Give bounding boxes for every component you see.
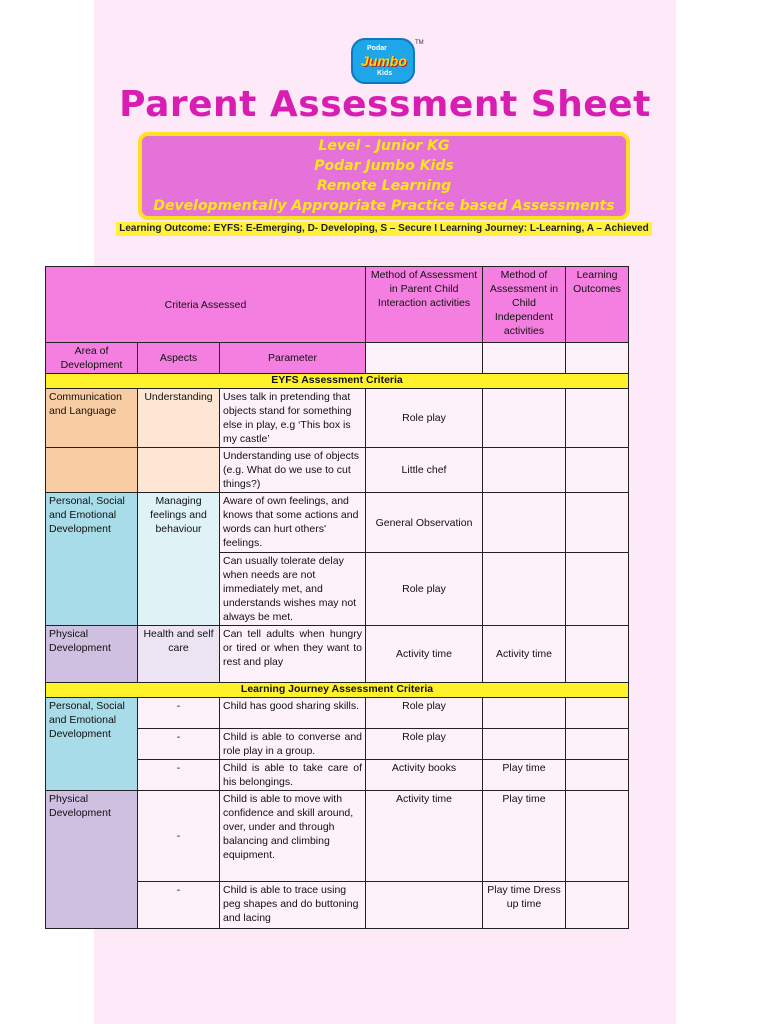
area-cell [46,448,138,493]
child-method-cell: Play time [483,760,566,791]
outcome-cell[interactable] [566,729,629,760]
banner-school: Podar Jumbo Kids [314,158,454,174]
header-learning-outcomes: Learning Outcomes [566,267,629,343]
parent-method-cell: Role play [366,698,483,729]
child-method-cell: Play time [483,791,566,882]
parent-method-cell: Activity time [366,791,483,882]
child-method-cell [483,448,566,493]
parent-method-cell: Activity time [366,626,483,683]
subheader-area: Area of Development [46,343,138,374]
aspect-cell: Health and self care [138,626,220,683]
eyfs-section-heading: EYFS Assessment Criteria [46,374,629,389]
logo-trademark: TM [415,40,424,46]
child-method-cell [483,553,566,626]
outcome-cell[interactable] [566,760,629,791]
child-method-cell: Activity time [483,626,566,683]
parameter-cell: Child is able to take care of his belongings. [220,760,366,791]
outcome-cell[interactable] [566,626,629,683]
parameter-cell: Child has good sharing skills. [220,698,366,729]
area-cell: Personal, Social and Emotional Development [46,698,138,791]
child-method-cell [483,493,566,553]
parent-method-cell: Activity books [366,760,483,791]
aspect-cell: - [138,698,220,729]
parent-method-cell: General Observation [366,493,483,553]
parameter-cell: Aware of own feelings, and knows that some actions and words can hurt others' feelings. [220,493,366,553]
aspect-cell: Understanding [138,389,220,448]
page-title: Parent Assessment Sheet [119,84,651,125]
logo-text-main: Jumbo [361,53,407,69]
outcome-cell[interactable] [566,493,629,553]
parameter-cell: Uses talk in pretending that objects stand for something else in play, e.g ‘This box is my castle’ [220,389,366,448]
outcome-cell[interactable] [566,553,629,626]
assessment-table [45,266,629,929]
child-method-cell [483,389,566,448]
aspect-cell: - [138,791,220,882]
outcome-cell[interactable] [566,698,629,729]
area-cell: Physical Development [46,791,138,929]
parent-method-cell: Role play [366,729,483,760]
area-cell: Personal, Social and Emotional Development [46,493,138,626]
podar-jumbo-kids-logo [351,38,424,84]
header-criteria: Criteria Assessed [46,267,366,343]
parameter-cell: Can usually tolerate delay when needs are not immediately met, and understands wishes may not always be met. [220,553,366,626]
learning-outcome-legend: Learning Outcome: EYFS: E-Emerging, D- Developing, S – Secure I Learning Journey: L-Learning, A – Achieved [116,222,652,236]
info-banner [138,132,630,220]
parameter-cell: Child is able to converse and role play in a group. [220,729,366,760]
parameter-cell: Understanding use of objects (e.g. What do we use to cut things?) [220,448,366,493]
child-method-cell: Play time Dress up time [483,882,566,929]
banner-practice: Developmentally Appropriate Practice based Assessments [153,198,615,214]
logo-text-bottom: Kids [377,70,393,77]
logo-text-top: Podar [367,45,387,52]
outcome-cell[interactable] [566,389,629,448]
banner-level: Level - Junior KG [318,138,450,154]
parent-method-cell: Role play [366,553,483,626]
parent-method-cell: Role play [366,389,483,448]
aspect-cell: - [138,882,220,929]
parent-method-cell [366,882,483,929]
journey-section-heading: Learning Journey Assessment Criteria [46,683,629,698]
header-method-child: Method of Assessment in Child Independent activities [483,267,566,343]
parameter-cell: Child is able to trace using peg shapes and do buttoning and lacing [220,882,366,929]
subheader-parameter: Parameter [220,343,366,374]
outcome-cell[interactable] [566,448,629,493]
subheader-aspects: Aspects [138,343,220,374]
parameter-cell: Child is able to move with confidence and skill around, over, under and through balancing and climbing equipment. [220,791,366,882]
aspect-cell: - [138,729,220,760]
child-method-cell [483,729,566,760]
parameter-cell: Can tell adults when hungry or tired or when they want to rest and play [220,626,366,683]
area-cell: Communication and Language [46,389,138,448]
aspect-cell: Managing feelings and behaviour [138,493,220,626]
child-method-cell [483,698,566,729]
outcome-cell[interactable] [566,882,629,929]
banner-mode: Remote Learning [316,178,452,194]
parent-method-cell: Little chef [366,448,483,493]
outcome-cell[interactable] [566,791,629,882]
header-method-parent: Method of Assessment in Parent Child Interaction activities [366,267,483,343]
aspect-cell [138,448,220,493]
aspect-cell: - [138,760,220,791]
area-cell: Physical Development [46,626,138,683]
